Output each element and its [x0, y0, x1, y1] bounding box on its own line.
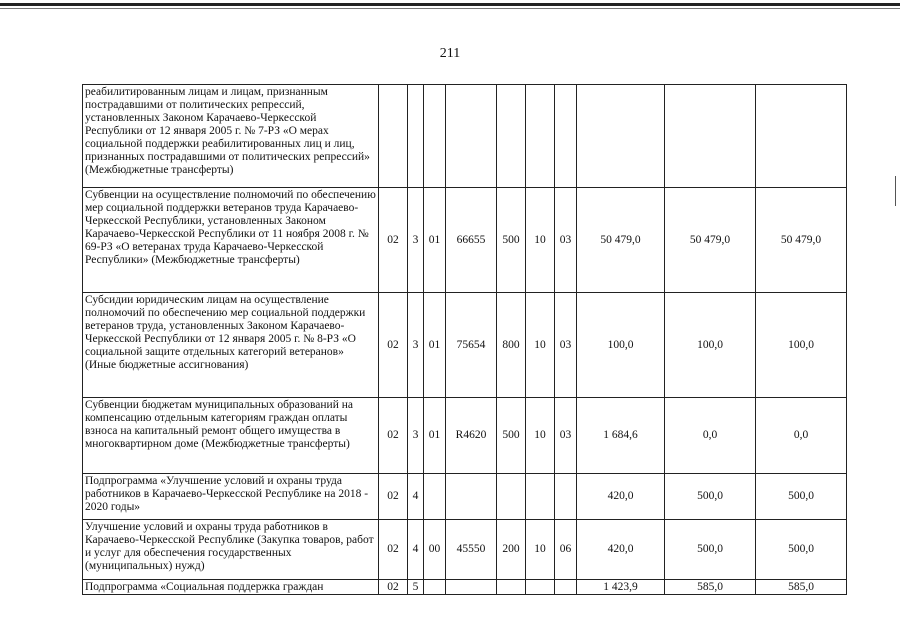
cell-amount-1: [577, 85, 665, 188]
cell-subsection: 03: [555, 293, 577, 398]
table-row: [83, 580, 847, 595]
cell-amount-2: 100,0: [665, 293, 756, 398]
scan-edge-mark: [895, 176, 896, 206]
cell-amount-3: 50 479,0: [756, 188, 847, 293]
cell-event: [424, 580, 446, 595]
cell-section: [526, 474, 555, 520]
table-row: [83, 293, 847, 398]
cell-amount-2: 50 479,0: [665, 188, 756, 293]
cell-ministry: 02: [379, 398, 408, 474]
cell-amount-1: 420,0: [577, 474, 665, 520]
cell-subprogram: 3: [408, 398, 424, 474]
cell-subsection: [555, 580, 577, 595]
cell-subprogram: 3: [408, 293, 424, 398]
cell-section: 10: [526, 520, 555, 580]
cell-amount-2: 500,0: [665, 520, 756, 580]
cell-ministry: 02: [379, 293, 408, 398]
cell-subsection: [555, 85, 577, 188]
row-name: Подпрограмма «Улучшение условий и охраны труда работников в Карачаево-Черкесской Республике на 2018 - 2020 годы»: [83, 474, 379, 520]
cell-event: 00: [424, 520, 446, 580]
cell-expense-type: 200: [497, 520, 526, 580]
table-row: [83, 85, 847, 188]
cell-amount-1: 1 684,6: [577, 398, 665, 474]
cell-expense-type: 500: [497, 188, 526, 293]
cell-expense-type: 800: [497, 293, 526, 398]
table-row: [83, 520, 847, 580]
cell-amount-2: 585,0: [665, 580, 756, 595]
cell-event: 01: [424, 293, 446, 398]
cell-section: 10: [526, 293, 555, 398]
cell-ministry: 02: [379, 520, 408, 580]
row-name: Субвенции на осуществление полномочий по обеспечению мер социальной поддержки ветеранов труда Карачаево-Черкесской Республики, установленных Законом Карачаево-Черкесской Республики от 11 ноября 2008 г. № 69-РЗ «О ветеранах труда Карачаево-Черкесской Республики» (Межбюджетные трансферты): [83, 188, 379, 293]
cell-direction: [446, 580, 497, 595]
cell-ministry: [379, 85, 408, 188]
page-number: 211: [439, 46, 461, 61]
table-row: [83, 474, 847, 520]
cell-direction: R4620: [446, 398, 497, 474]
row-name: Субсидии юридическим лицам на осуществление полномочий по обеспечению мер социальной поддержки ветеранов труда, установленных Законом Карачаево-Черкесской Республики от 12 января 2005 г. № 8-РЗ «О социальной защите отдельных категорий ветеранов» (Иные бюджетные ассигнования): [83, 293, 379, 398]
cell-ministry: 02: [379, 188, 408, 293]
table-row: [83, 188, 847, 293]
row-name: реабилитированным лицам и лицам, признанным пострадавшими от политических репрессий, установленных Законом Карачаево-Черкесской Республики от 12 января 2005 г. № 7-РЗ «О мерах социальной поддержки реабилитированных лиц и лиц, признанных пострадавшими от политических репрессий» (Межбюджетные трансферты): [83, 85, 379, 188]
cell-subprogram: 4: [408, 474, 424, 520]
scan-top-border: [0, 3, 900, 6]
row-name: Подпрограмма «Социальная поддержка граждан: [83, 580, 379, 595]
cell-direction: 45550: [446, 520, 497, 580]
cell-amount-3: [756, 85, 847, 188]
cell-amount-1: 1 423,9: [577, 580, 665, 595]
cell-amount-3: 0,0: [756, 398, 847, 474]
cell-ministry: 02: [379, 580, 408, 595]
row-name: Улучшение условий и охраны труда работников в Карачаево-Черкесской Республике (Закупка товаров, работ и услуг для обеспечения государственных (муниципальных) нужд): [83, 520, 379, 580]
cell-amount-2: 0,0: [665, 398, 756, 474]
scan-top-border-shadow: [0, 8, 900, 9]
cell-subsection: 06: [555, 520, 577, 580]
cell-amount-3: 500,0: [756, 474, 847, 520]
cell-section: [526, 85, 555, 188]
cell-subsection: 03: [555, 398, 577, 474]
cell-section: 10: [526, 188, 555, 293]
cell-event: 01: [424, 398, 446, 474]
cell-expense-type: [497, 85, 526, 188]
cell-event: [424, 85, 446, 188]
cell-subprogram: 5: [408, 580, 424, 595]
budget-table: [82, 84, 847, 595]
cell-subprogram: 4: [408, 520, 424, 580]
cell-event: 01: [424, 188, 446, 293]
table-row: [83, 398, 847, 474]
cell-amount-2: 500,0: [665, 474, 756, 520]
cell-amount-3: 585,0: [756, 580, 847, 595]
cell-amount-1: 100,0: [577, 293, 665, 398]
cell-direction: 66655: [446, 188, 497, 293]
cell-expense-type: 500: [497, 398, 526, 474]
cell-expense-type: [497, 474, 526, 520]
cell-subprogram: [408, 85, 424, 188]
cell-amount-3: 100,0: [756, 293, 847, 398]
cell-amount-1: 420,0: [577, 520, 665, 580]
cell-amount-1: 50 479,0: [577, 188, 665, 293]
cell-section: 10: [526, 398, 555, 474]
cell-subprogram: 3: [408, 188, 424, 293]
row-name: Субвенции бюджетам муниципальных образований на компенсацию отдельным категориям граждан оплаты взноса на капитальный ремонт общего имущества в многоквартирном доме (Межбюджетные трансферты): [83, 398, 379, 474]
cell-section: [526, 580, 555, 595]
cell-subsection: 03: [555, 188, 577, 293]
cell-direction: 75654: [446, 293, 497, 398]
cell-subsection: [555, 474, 577, 520]
cell-direction: [446, 474, 497, 520]
cell-amount-2: [665, 85, 756, 188]
cell-event: [424, 474, 446, 520]
cell-ministry: 02: [379, 474, 408, 520]
cell-direction: [446, 85, 497, 188]
cell-amount-3: 500,0: [756, 520, 847, 580]
cell-expense-type: [497, 580, 526, 595]
